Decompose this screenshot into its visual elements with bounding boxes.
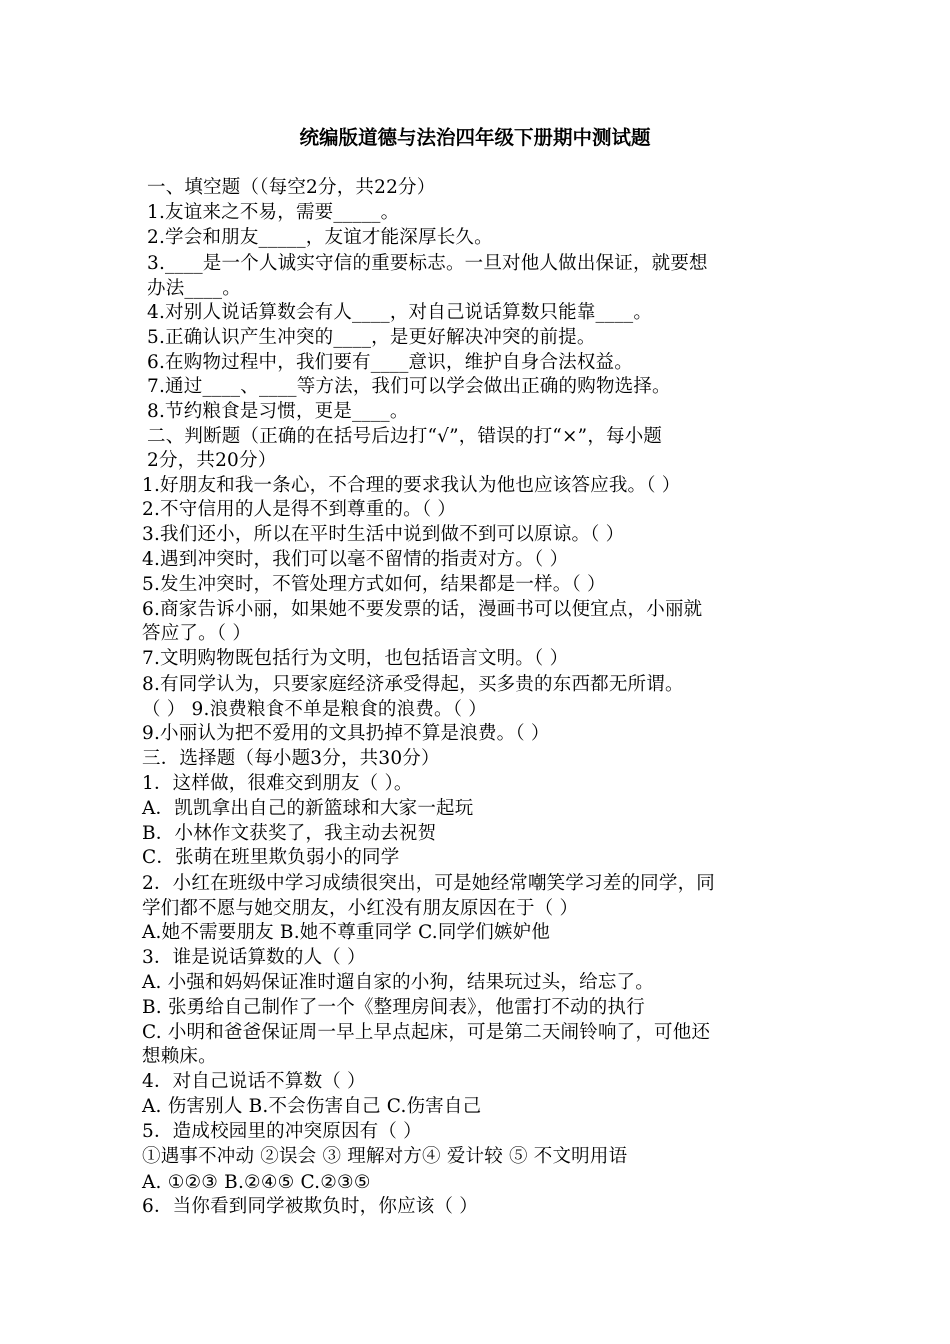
text-line: 想赖床。 — [142, 1046, 217, 1067]
text-line: 6.商家告诉小丽，如果她不要发票的话，漫画书可以便宜点，小丽就 — [142, 599, 703, 620]
text-line: 5.发生冲突时，不管处理方式如何，结果都是一样。（ ） — [142, 574, 606, 595]
text-line: （ ） 9.浪费粮食不单是粮食的浪费。（ ） — [142, 699, 487, 720]
text-line: C. 小明和爸爸保证周一早上早点起床，可是第二天闹铃响了，可他还 — [142, 1022, 711, 1043]
text-line: 办法____。 — [147, 278, 241, 299]
text-line: 2.不守信用的人是得不到尊重的。（ ） — [142, 499, 457, 520]
text-line: 8.节约粮食是习惯，更是____。 — [147, 401, 409, 422]
text-line: 5.正确认识产生冲突的____，是更好解决冲突的前提。 — [147, 327, 596, 348]
text-line: 答应了。（ ） — [142, 623, 252, 644]
text-line: A．凯凯拿出自己的新篮球和大家一起玩 — [142, 798, 474, 819]
text-line: 4.对别人说话算数会有人____，对自己说话算数只能靠____。 — [147, 302, 653, 323]
text-line: 学们都不愿与她交朋友，小红没有朋友原因在于（ ） — [142, 898, 579, 919]
text-line: 2．小红在班级中学习成绩很突出，可是她经常嘲笑学习差的同学，同 — [142, 873, 715, 894]
text-line: 7.文明购物既包括行为文明，也包括语言文明。（ ） — [142, 648, 569, 669]
text-line: 6.在购物过程中，我们要有____意识，维护自身合法权益。 — [147, 352, 633, 373]
text-line: 6．当你看到同学被欺负时，你应该（ ） — [142, 1196, 478, 1217]
text-line: 1.友谊来之不易，需要_____。 — [147, 202, 400, 223]
text-line: A. 小强和妈妈保证准时遛自家的小狗，结果玩过头，给忘了。 — [142, 972, 654, 993]
text-line: 二、判断题（正确的在括号后边打“√”，错误的打“×”，每小题 — [147, 426, 663, 447]
document-title: 统编版道德与法治四年级下册期中测试题 — [299, 126, 651, 149]
text-line: 5．造成校园里的冲突原因有（ ） — [142, 1121, 422, 1142]
text-line: 4.遇到冲突时，我们可以毫不留情的指责对方。（ ） — [142, 549, 569, 570]
text-line: 1.好朋友和我一条心，不合理的要求我认为他也应该答应我。（ ） — [142, 475, 681, 496]
text-line: B．小林作文获奖了，我主动去祝贺 — [142, 823, 437, 844]
text-line: C．张萌在班里欺负弱小的同学 — [142, 847, 400, 868]
text-line: 1．这样做，很难交到朋友（ ）。 — [142, 773, 413, 794]
text-line: 9.小丽认为把不爱用的文具扔掉不算是浪费。（ ） — [142, 723, 550, 744]
text-line: A. 伤害别人 B.不会伤害自己 C.伤害自己 — [142, 1096, 482, 1117]
text-line: 7.通过____、____等方法，我们可以学会做出正确的购物选择。 — [147, 376, 671, 397]
text-line: 三．选择题（每小题3分，共30分） — [142, 748, 440, 769]
text-line: 2.学会和朋友_____，友谊才能深厚长久。 — [147, 227, 493, 248]
text-line: ①遇事不冲动 ②误会 ③ 理解对方④ 爱计较 ⑤ 不文明用语 — [142, 1146, 628, 1167]
text-line: B. 张勇给自己制作了一个《整理房间表》，他雷打不动的执行 — [142, 997, 645, 1018]
text-line: A.她不需要朋友 B.她不尊重同学 C.同学们嫉妒他 — [142, 922, 551, 943]
text-line: 一、填空题（（每空2分，共22分） — [147, 177, 436, 198]
text-line: A. ①②③ B.②④⑤ C.②③⑤ — [142, 1172, 371, 1193]
text-line: 3.____是一个人诚实守信的重要标志。一旦对他人做出保证，就要想 — [147, 253, 708, 274]
text-line: 8.有同学认为，只要家庭经济承受得起，买多贵的东西都无所谓。 — [142, 674, 684, 695]
text-line: 3.我们还小，所以在平时生活中说到做不到可以原谅。（ ） — [142, 524, 625, 545]
text-line: 4．对自己说话不算数（ ） — [142, 1071, 366, 1092]
text-line: 3．谁是说话算数的人（ ） — [142, 947, 366, 968]
text-line: 2分，共20分） — [147, 450, 277, 471]
